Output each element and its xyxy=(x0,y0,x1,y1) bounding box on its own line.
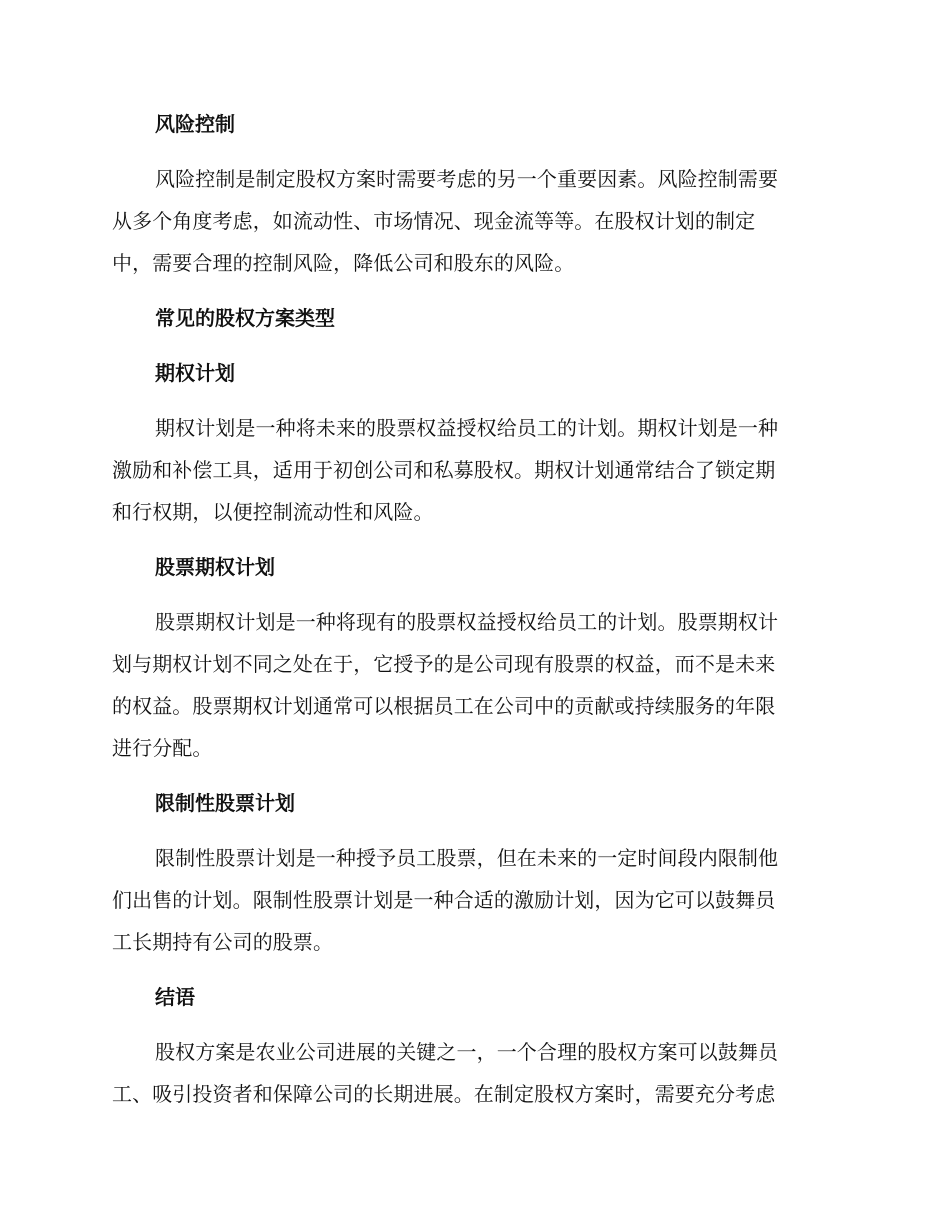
section-heading-restricted-stock-plan: 限制性股票计划 xyxy=(155,791,295,815)
document-page xyxy=(112,103,830,1128)
paragraph-line: 进行分配。 xyxy=(112,736,213,760)
paragraph-line: 股权方案是农业公司进展的关键之一，一个合理的股权方案可以鼓舞员 xyxy=(155,1040,779,1064)
section-heading-option-plan: 期权计划 xyxy=(155,361,235,385)
paragraph-line: 划与期权计划不同之处在于，它授予的是公司现有股票的权益，而不是未来 xyxy=(112,652,776,676)
paragraph-line: 风险控制是制定股权方案时需要考虑的另一个重要因素。风险控制需要 xyxy=(155,167,779,191)
section-paragraph-restricted-stock-plan xyxy=(112,837,830,963)
paragraph-line: 中，需要合理的控制风险，降低公司和股东的风险。 xyxy=(112,251,575,275)
section-heading-common-types: 常见的股权方案类型 xyxy=(155,306,335,330)
paragraph-line: 期权计划是一种将未来的股票权益授权给员工的计划。期权计划是一种 xyxy=(155,416,779,440)
paragraph-line: 的权益。股票期权计划通常可以根据员工在公司中的贡献或持续服务的年限 xyxy=(112,694,776,718)
paragraph-line: 股票期权计划是一种将现有的股票权益授权给员工的计划。股票期权计 xyxy=(155,610,779,634)
section-paragraph-option-plan xyxy=(112,407,830,533)
paragraph-line: 激励和补偿工具，适用于初创公司和私募股权。期权计划通常结合了锁定期 xyxy=(112,458,776,482)
paragraph-line: 工长期持有公司的股票。 xyxy=(112,930,334,954)
section-heading-stock-option-plan: 股票期权计划 xyxy=(155,555,275,579)
paragraph-line: 限制性股票计划是一种授予员工股票，但在未来的一定时间段内限制他 xyxy=(155,846,779,870)
section-heading-risk-control: 风险控制 xyxy=(155,112,235,136)
paragraph-line: 工、吸引投资者和保障公司的长期进展。在制定股权方案时，需要充分考虑 xyxy=(112,1082,776,1106)
section-paragraph-risk-control xyxy=(112,158,830,284)
paragraph-line: 从多个角度考虑，如流动性、市场情况、现金流等等。在股权计划的制定 xyxy=(112,209,756,233)
paragraph-line: 和行权期，以便控制流动性和风险。 xyxy=(112,500,434,524)
section-paragraph-conclusion xyxy=(112,1031,830,1115)
paragraph-line: 们出售的计划。限制性股票计划是一种合适的激励计划，因为它可以鼓舞员 xyxy=(112,888,776,912)
section-paragraph-stock-option-plan xyxy=(112,601,830,769)
section-heading-conclusion: 结语 xyxy=(155,985,195,1009)
